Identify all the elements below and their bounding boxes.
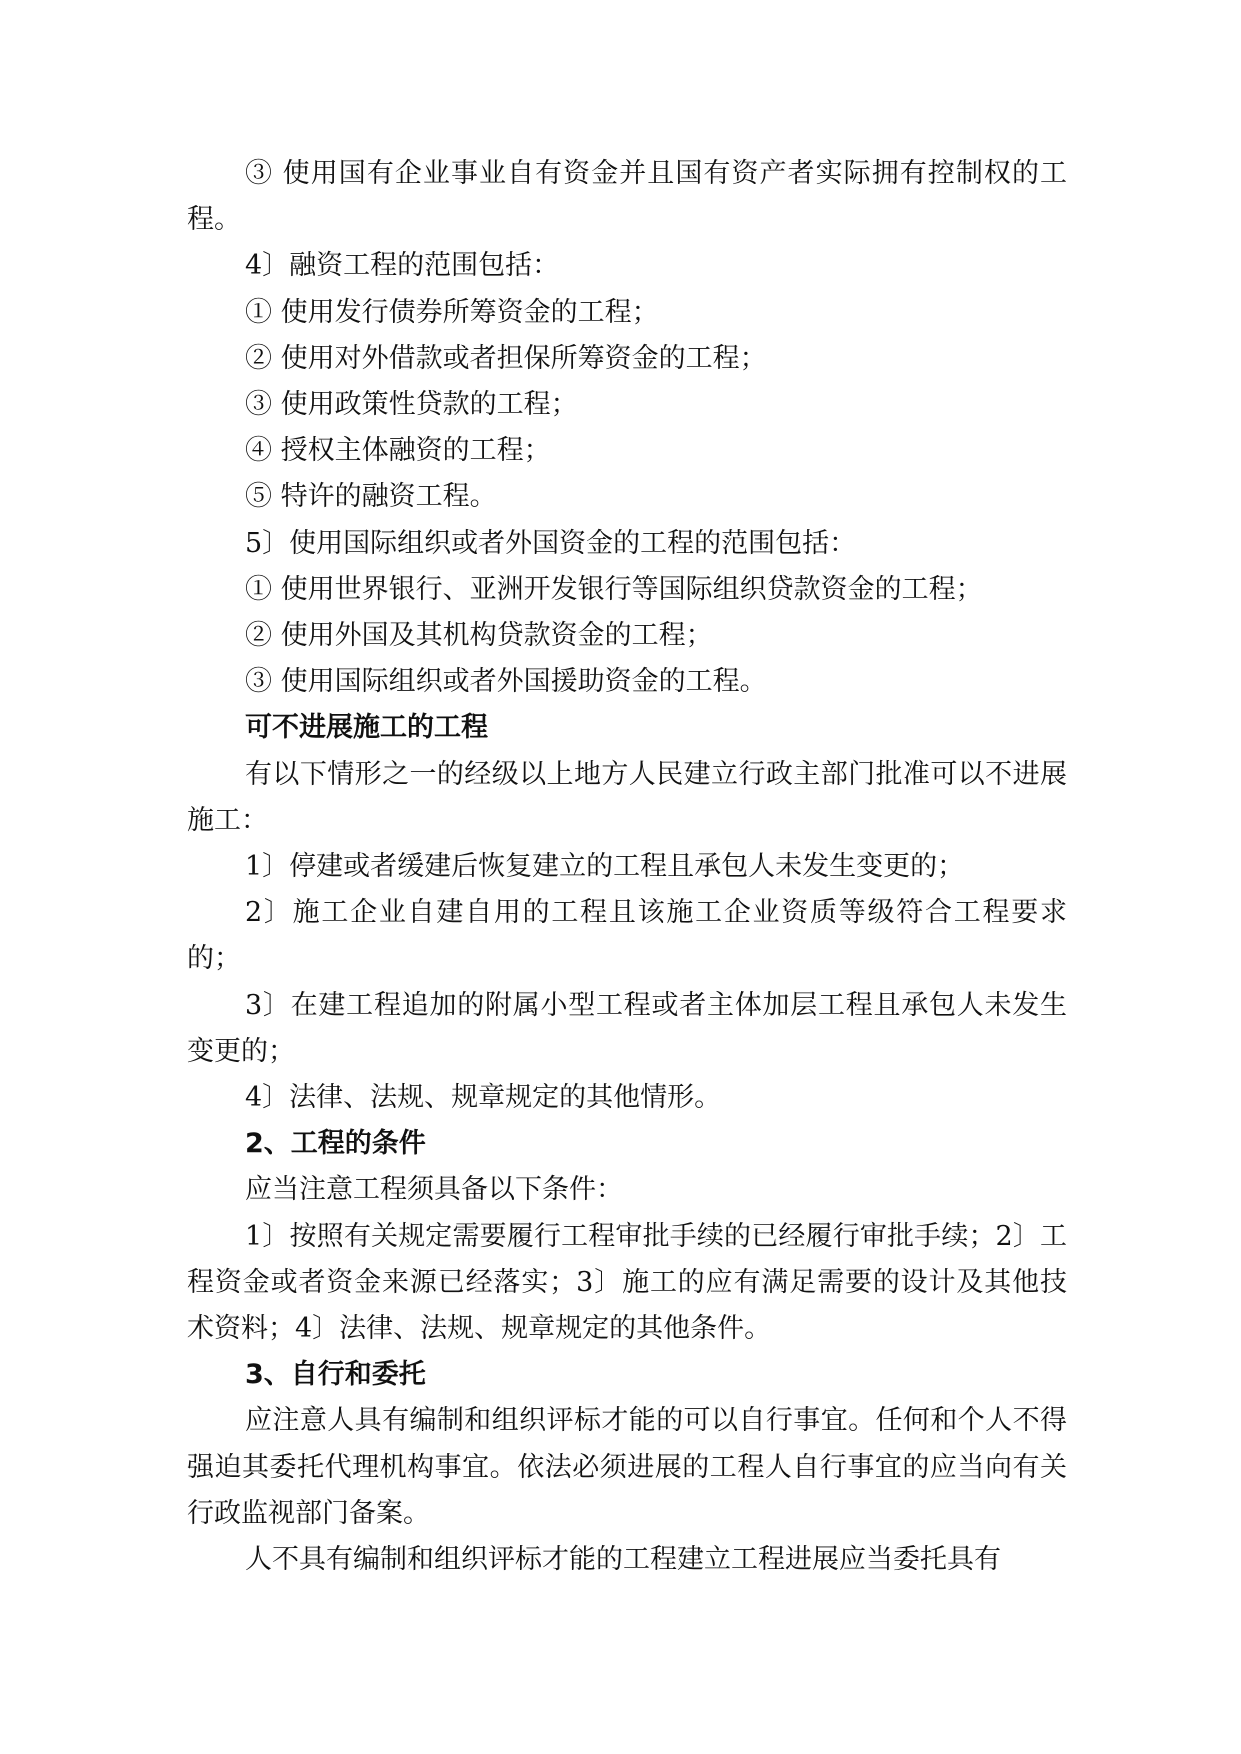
paragraph-17: 4〕法律、法规、规章规定的其他情形。: [245, 1082, 722, 1114]
paragraph-5: ③ 使用政策性贷款的工程；: [245, 389, 578, 421]
document-body: [187, 151, 1067, 1583]
paragraph-14: 1〕停建或者缓建后恢复建立的工程且承包人未发生变更的；: [245, 851, 965, 883]
paragraph-6: ④ 授权主体融资的工程；: [245, 435, 551, 467]
section-heading-project-conditions: 2、工程的条件: [245, 1128, 426, 1160]
paragraph-4: ② 使用对外借款或者担保所筹资金的工程；: [245, 342, 767, 374]
paragraph-15: 2〕施工企业自建自用的工程且该施工企业资质等级符合工程要求的；: [187, 897, 1067, 975]
paragraph-16: 3〕在建工程追加的附属小型工程或者主体加层工程且承包人未发生变更的；: [187, 989, 1067, 1067]
paragraph-8: 5〕使用国际组织或者外国资金的工程的范围包括：: [245, 527, 857, 559]
paragraph-2: 4〕融资工程的范围包括：: [245, 250, 560, 282]
paragraph-19: 应当注意工程须具备以下条件：: [245, 1174, 623, 1206]
paragraph-10: ② 使用外国及其机构贷款资金的工程；: [245, 620, 713, 652]
paragraph-11: ③ 使用国际组织或者外国援助资金的工程。: [245, 666, 767, 698]
paragraph-1: ③ 使用国有企业事业自有资金并且国有资产者实际拥有控制权的工程。: [187, 158, 1067, 236]
paragraph-7: ⑤ 特许的融资工程。: [245, 481, 497, 513]
section-heading-self-and-entrusted: 3、自行和委托: [245, 1359, 426, 1391]
paragraph-13: 有以下情形之一的经级以上地方人民建立行政主部门批准可以不进展施工：: [187, 758, 1067, 836]
section-heading-exempt-projects: 可不进展施工的工程: [245, 712, 488, 744]
paragraph-23: 人不具有编制和组织评标才能的工程建立工程进展应当委托具有: [245, 1544, 1001, 1576]
paragraph-9: ① 使用世界银行、亚洲开发银行等国际组织贷款资金的工程；: [245, 573, 983, 605]
paragraph-22: 应注意人具有编制和组织评标才能的可以自行事宜。任何和个人不得强迫其委托代理机构事宜。依法必须进展的工程人自行事宜的应当向有关行政监视部门备案。: [187, 1405, 1067, 1529]
paragraph-20: 1〕按照有关规定需要履行工程审批手续的已经履行审批手续；2〕工程资金或者资金来源已经落实；3〕施工的应有满足需要的设计及其他技术资料；4〕法律、法规、规章规定的其他条件。: [187, 1220, 1067, 1345]
paragraph-3: ① 使用发行债券所筹资金的工程；: [245, 296, 659, 328]
